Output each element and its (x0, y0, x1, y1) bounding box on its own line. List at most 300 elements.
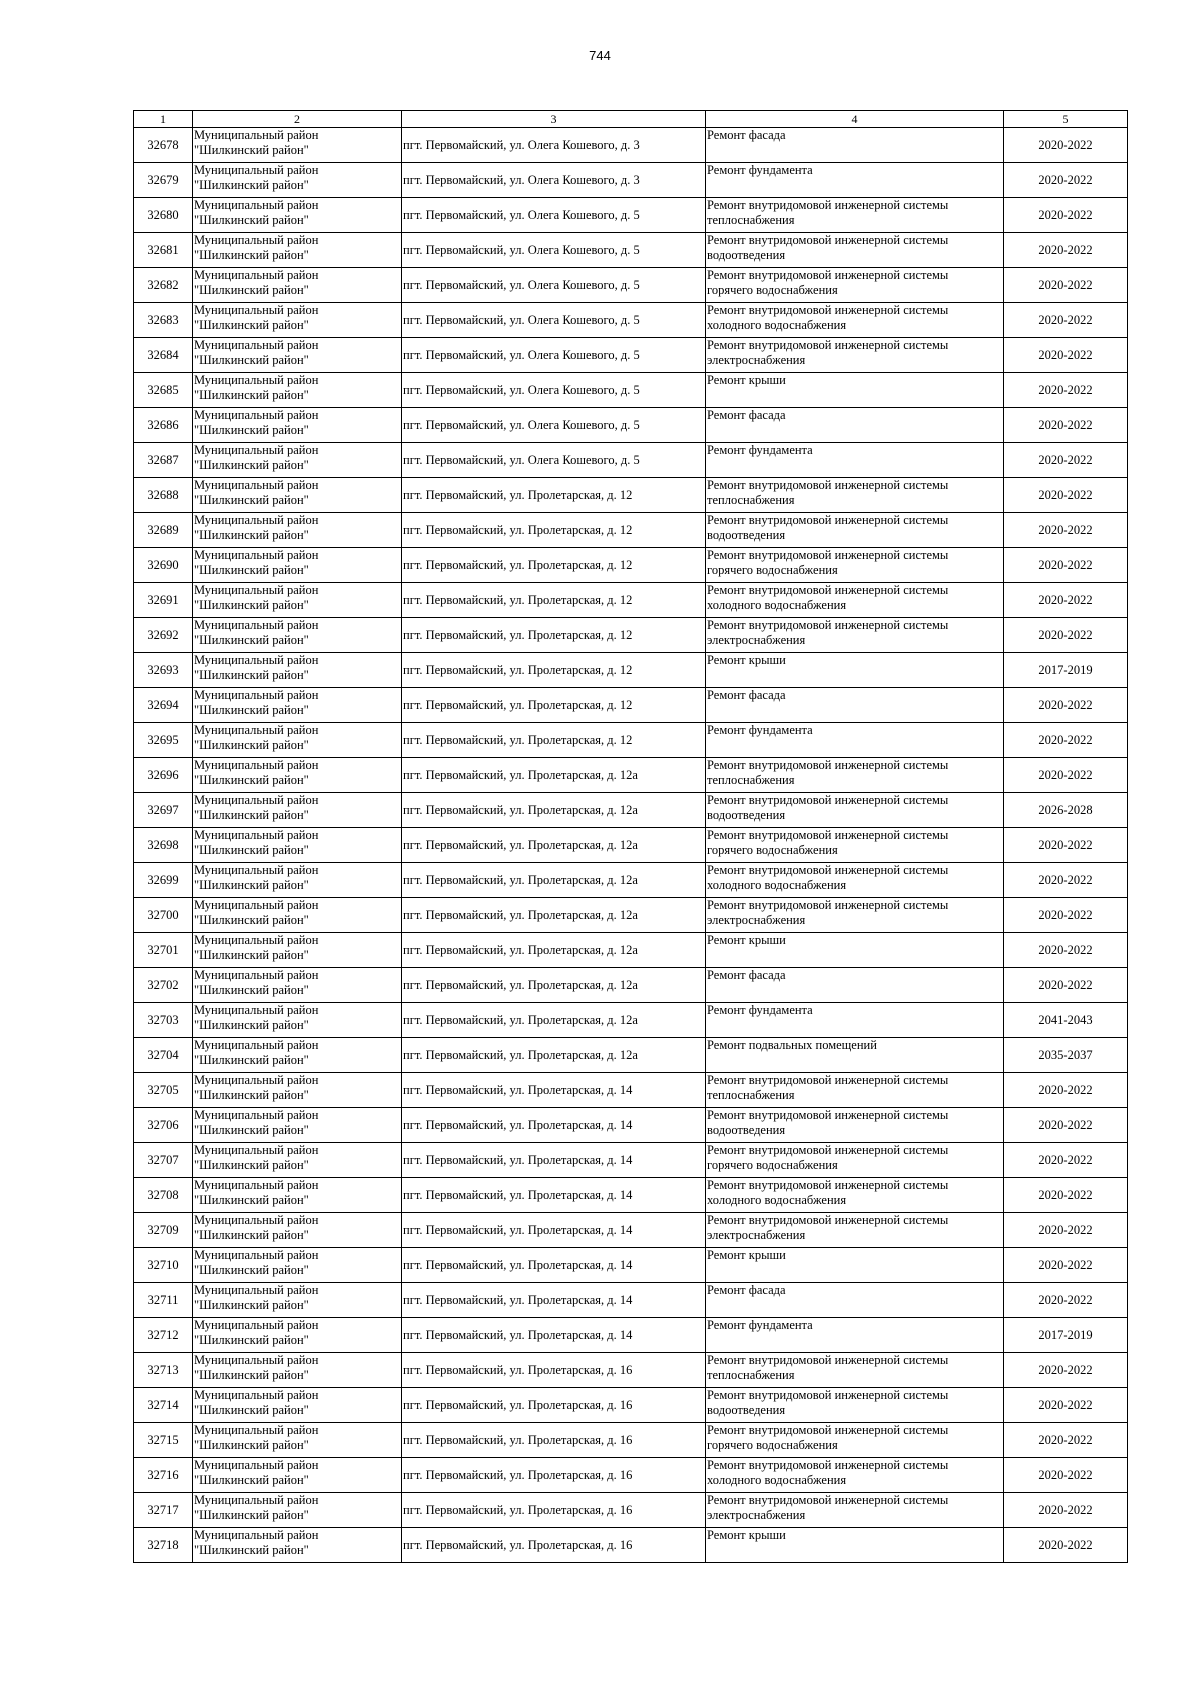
district-cell (193, 583, 402, 618)
period-text: 2020-2022 (1038, 452, 1093, 467)
row-number-text: 32679 (147, 172, 179, 187)
address-text: пгт. Первомайский, ул. Пролетарская, д. 12а (403, 767, 638, 782)
district-cell (193, 1283, 402, 1318)
work-type-text: Ремонт крыши (707, 1248, 786, 1262)
address-cell (402, 688, 706, 723)
row-number-cell (134, 1178, 193, 1213)
period-text: 2035-2037 (1038, 1047, 1093, 1062)
column-header-3: 3 (402, 111, 706, 128)
row-number-cell (134, 688, 193, 723)
row-number-text: 32708 (147, 1187, 179, 1202)
row-number-text: 32710 (147, 1257, 179, 1272)
district-cell (193, 338, 402, 373)
work-type-text: Ремонт крыши (707, 373, 786, 387)
row-number-text: 32705 (147, 1082, 179, 1097)
row-number-text: 32691 (147, 592, 179, 607)
address-text: пгт. Первомайский, ул. Пролетарская, д. 12 (403, 627, 633, 642)
district-cell (193, 1108, 402, 1143)
table-row (134, 163, 1128, 198)
period-cell (1004, 1003, 1128, 1038)
district-cell (193, 723, 402, 758)
address-text: пгт. Первомайский, ул. Пролетарская, д. 12а (403, 977, 638, 992)
row-number-cell (134, 793, 193, 828)
row-number-text: 32716 (147, 1467, 179, 1482)
row-number-cell (134, 198, 193, 233)
row-number-cell (134, 1458, 193, 1493)
district-text: Муниципальный район "Шилкинский район" (194, 933, 319, 962)
district-cell (193, 1353, 402, 1388)
period-text: 2020-2022 (1038, 1502, 1093, 1517)
work-type-text: Ремонт внутридомовой инженерной системы теплоснабжения (707, 198, 949, 227)
period-text: 2020-2022 (1038, 137, 1093, 152)
work-type-cell (706, 863, 1004, 898)
row-number-cell (134, 1108, 193, 1143)
district-text: Муниципальный район "Шилкинский район" (194, 968, 319, 997)
address-text: пгт. Первомайский, ул. Пролетарская, д. 16 (403, 1467, 633, 1482)
table-row (134, 198, 1128, 233)
district-text: Муниципальный район "Шилкинский район" (194, 338, 319, 367)
period-cell (1004, 1388, 1128, 1423)
period-text: 2020-2022 (1038, 942, 1093, 957)
period-cell (1004, 723, 1128, 758)
district-cell (193, 828, 402, 863)
table-row (134, 1458, 1128, 1493)
work-type-text: Ремонт внутридомовой инженерной системы водоотведения (707, 513, 949, 542)
district-text: Муниципальный район "Шилкинский район" (194, 1458, 319, 1487)
district-cell (193, 1248, 402, 1283)
district-text: Муниципальный район "Шилкинский район" (194, 443, 319, 472)
period-text: 2020-2022 (1038, 1292, 1093, 1307)
row-number-text: 32718 (147, 1537, 179, 1552)
district-cell (193, 1213, 402, 1248)
address-cell (402, 338, 706, 373)
row-number-text: 32701 (147, 942, 179, 957)
work-type-cell (706, 513, 1004, 548)
header-row (134, 111, 1128, 128)
district-cell (193, 513, 402, 548)
table-row (134, 933, 1128, 968)
work-type-text: Ремонт крыши (707, 933, 786, 947)
table-body (134, 128, 1128, 1563)
period-cell (1004, 1318, 1128, 1353)
address-text: пгт. Первомайский, ул. Олега Кошевого, д. 3 (403, 137, 640, 152)
district-text: Муниципальный район "Шилкинский район" (194, 408, 319, 437)
district-cell (193, 1388, 402, 1423)
period-text: 2020-2022 (1038, 1082, 1093, 1097)
row-number-text: 32703 (147, 1012, 179, 1027)
district-cell (193, 1073, 402, 1108)
work-type-text: Ремонт внутридомовой инженерной системы водоотведения (707, 233, 949, 262)
district-cell (193, 408, 402, 443)
district-text: Муниципальный район "Шилкинский район" (194, 233, 319, 262)
table-row (134, 1318, 1128, 1353)
district-text: Муниципальный район "Шилкинский район" (194, 128, 319, 157)
column-header-2: 2 (193, 111, 402, 128)
address-cell (402, 1493, 706, 1528)
row-number-text: 32706 (147, 1117, 179, 1132)
row-number-text: 32698 (147, 837, 179, 852)
district-cell (193, 688, 402, 723)
period-cell (1004, 338, 1128, 373)
district-cell (193, 163, 402, 198)
district-text: Муниципальный район "Шилкинский район" (194, 618, 319, 647)
row-number-cell (134, 1038, 193, 1073)
district-text: Муниципальный район "Шилкинский район" (194, 163, 319, 192)
district-cell (193, 1038, 402, 1073)
address-cell (402, 1318, 706, 1353)
address-text: пгт. Первомайский, ул. Пролетарская, д. 16 (403, 1362, 633, 1377)
district-cell (193, 1493, 402, 1528)
address-text: пгт. Первомайский, ул. Пролетарская, д. 14 (403, 1327, 633, 1342)
address-cell (402, 408, 706, 443)
work-type-cell (706, 1353, 1004, 1388)
work-type-text: Ремонт внутридомовой инженерной системы электроснабжения (707, 338, 949, 367)
address-cell (402, 723, 706, 758)
district-text: Муниципальный район "Шилкинский район" (194, 548, 319, 577)
work-type-cell (706, 1458, 1004, 1493)
address-cell (402, 1423, 706, 1458)
district-text: Муниципальный район "Шилкинский район" (194, 1423, 319, 1452)
row-number-text: 32678 (147, 137, 179, 152)
address-text: пгт. Первомайский, ул. Пролетарская, д. 12а (403, 907, 638, 922)
period-text: 2020-2022 (1038, 767, 1093, 782)
period-cell (1004, 408, 1128, 443)
period-cell (1004, 828, 1128, 863)
district-text: Муниципальный район "Шилкинский район" (194, 1143, 319, 1172)
work-type-cell (706, 443, 1004, 478)
work-type-text: Ремонт внутридомовой инженерной системы холодного водоснабжения (707, 583, 949, 612)
row-number-text: 32689 (147, 522, 179, 537)
row-number-text: 32713 (147, 1362, 179, 1377)
district-text: Муниципальный район "Шилкинский район" (194, 1213, 319, 1242)
work-type-text: Ремонт фасада (707, 968, 786, 982)
address-text: пгт. Первомайский, ул. Пролетарская, д. 14 (403, 1187, 633, 1202)
period-text: 2020-2022 (1038, 417, 1093, 432)
address-text: пгт. Первомайский, ул. Пролетарская, д. 12 (403, 592, 633, 607)
district-cell (193, 933, 402, 968)
period-text: 2020-2022 (1038, 627, 1093, 642)
address-cell (402, 1213, 706, 1248)
address-text: пгт. Первомайский, ул. Олега Кошевого, д. 5 (403, 207, 640, 222)
address-cell (402, 128, 706, 163)
work-type-cell (706, 1108, 1004, 1143)
row-number-cell (134, 828, 193, 863)
period-text: 2020-2022 (1038, 837, 1093, 852)
period-cell (1004, 793, 1128, 828)
district-text: Муниципальный район "Шилкинский район" (194, 583, 319, 612)
row-number-cell (134, 478, 193, 513)
table-row (134, 1528, 1128, 1563)
table-row (134, 1003, 1128, 1038)
period-cell (1004, 1493, 1128, 1528)
row-number-text: 32683 (147, 312, 179, 327)
address-text: пгт. Первомайский, ул. Пролетарская, д. 16 (403, 1432, 633, 1447)
period-cell (1004, 443, 1128, 478)
table-header (134, 111, 1128, 128)
row-number-cell (134, 933, 193, 968)
address-cell (402, 968, 706, 1003)
district-text: Муниципальный район "Шилкинский район" (194, 268, 319, 297)
period-cell (1004, 268, 1128, 303)
period-text: 2020-2022 (1038, 207, 1093, 222)
work-type-text: Ремонт фундамента (707, 443, 813, 457)
period-cell (1004, 1458, 1128, 1493)
work-type-text: Ремонт внутридомовой инженерной системы электроснабжения (707, 618, 949, 647)
row-number-cell (134, 758, 193, 793)
district-text: Муниципальный район "Шилкинский район" (194, 1003, 319, 1032)
period-text: 2020-2022 (1038, 557, 1093, 572)
table-row (134, 898, 1128, 933)
address-cell (402, 1003, 706, 1038)
address-cell (402, 1108, 706, 1143)
period-cell (1004, 1248, 1128, 1283)
address-text: пгт. Первомайский, ул. Олега Кошевого, д. 3 (403, 172, 640, 187)
work-type-text: Ремонт внутридомовой инженерной системы теплоснабжения (707, 1353, 949, 1382)
district-cell (193, 618, 402, 653)
address-cell (402, 163, 706, 198)
address-text: пгт. Первомайский, ул. Пролетарская, д. 16 (403, 1502, 633, 1517)
period-cell (1004, 688, 1128, 723)
work-type-text: Ремонт крыши (707, 653, 786, 667)
work-type-cell (706, 1003, 1004, 1038)
row-number-cell (134, 583, 193, 618)
table-row (134, 1178, 1128, 1213)
row-number-cell (134, 1283, 193, 1318)
table-row (134, 1073, 1128, 1108)
work-type-cell (706, 653, 1004, 688)
district-cell (193, 548, 402, 583)
table-row (134, 618, 1128, 653)
district-text: Муниципальный район "Шилкинский район" (194, 1108, 319, 1137)
work-type-text: Ремонт внутридомовой инженерной системы горячего водоснабжения (707, 1423, 949, 1452)
district-text: Муниципальный район "Шилкинский район" (194, 758, 319, 787)
work-type-text: Ремонт внутридомовой инженерной системы теплоснабжения (707, 1073, 949, 1102)
address-cell (402, 1283, 706, 1318)
address-cell (402, 898, 706, 933)
period-text: 2020-2022 (1038, 242, 1093, 257)
period-text: 2020-2022 (1038, 487, 1093, 502)
column-header-5: 5 (1004, 111, 1128, 128)
address-cell (402, 548, 706, 583)
row-number-cell (134, 1353, 193, 1388)
address-cell (402, 583, 706, 618)
address-cell (402, 933, 706, 968)
table-row (134, 1108, 1128, 1143)
district-cell (193, 1528, 402, 1563)
address-text: пгт. Первомайский, ул. Пролетарская, д. 14 (403, 1257, 633, 1272)
row-number-cell (134, 898, 193, 933)
district-cell (193, 303, 402, 338)
table-row (134, 828, 1128, 863)
work-type-text: Ремонт внутридомовой инженерной системы холодного водоснабжения (707, 863, 949, 892)
address-cell (402, 1528, 706, 1563)
period-cell (1004, 1213, 1128, 1248)
district-text: Муниципальный район "Шилкинский район" (194, 653, 319, 682)
district-cell (193, 898, 402, 933)
period-cell (1004, 933, 1128, 968)
row-number-cell (134, 863, 193, 898)
row-number-cell (134, 268, 193, 303)
district-cell (193, 128, 402, 163)
address-cell (402, 863, 706, 898)
row-number-cell (134, 618, 193, 653)
row-number-text: 32688 (147, 487, 179, 502)
period-cell (1004, 303, 1128, 338)
work-type-text: Ремонт внутридомовой инженерной системы холодного водоснабжения (707, 303, 949, 332)
table-row (134, 268, 1128, 303)
district-text: Муниципальный район "Шилкинский район" (194, 1178, 319, 1207)
period-text: 2026-2028 (1038, 802, 1093, 817)
address-cell (402, 198, 706, 233)
work-type-text: Ремонт крыши (707, 1528, 786, 1542)
address-text: пгт. Первомайский, ул. Пролетарская, д. 16 (403, 1537, 633, 1552)
period-cell (1004, 1038, 1128, 1073)
district-cell (193, 1143, 402, 1178)
district-text: Муниципальный район "Шилкинский район" (194, 1353, 319, 1382)
table-row (134, 338, 1128, 373)
table-row (134, 1423, 1128, 1458)
address-cell (402, 443, 706, 478)
address-text: пгт. Первомайский, ул. Олега Кошевого, д. 5 (403, 242, 640, 257)
work-type-text: Ремонт фундамента (707, 1003, 813, 1017)
period-text: 2020-2022 (1038, 172, 1093, 187)
work-type-cell (706, 478, 1004, 513)
period-cell (1004, 198, 1128, 233)
table-row (134, 1493, 1128, 1528)
period-cell (1004, 163, 1128, 198)
work-type-cell (706, 1318, 1004, 1353)
address-text: пгт. Первомайский, ул. Пролетарская, д. 12 (403, 522, 633, 537)
row-number-cell (134, 1388, 193, 1423)
district-cell (193, 478, 402, 513)
work-type-cell (706, 1178, 1004, 1213)
address-text: пгт. Первомайский, ул. Пролетарская, д. 12 (403, 487, 633, 502)
work-type-text: Ремонт внутридомовой инженерной системы холодного водоснабжения (707, 1178, 949, 1207)
row-number-cell (134, 1528, 193, 1563)
district-text: Муниципальный район "Шилкинский район" (194, 1248, 319, 1277)
address-text: пгт. Первомайский, ул. Пролетарская, д. 14 (403, 1152, 633, 1167)
table-row (134, 1213, 1128, 1248)
column-header-4: 4 (706, 111, 1004, 128)
row-number-cell (134, 1213, 193, 1248)
work-type-text: Ремонт фундамента (707, 163, 813, 177)
work-type-text: Ремонт внутридомовой инженерной системы электроснабжения (707, 1493, 949, 1522)
work-type-cell (706, 828, 1004, 863)
period-cell (1004, 1073, 1128, 1108)
work-type-text: Ремонт подвальных помещений (707, 1038, 877, 1052)
period-text: 2020-2022 (1038, 1187, 1093, 1202)
district-cell (193, 1318, 402, 1353)
district-cell (193, 1178, 402, 1213)
period-text: 2020-2022 (1038, 732, 1093, 747)
work-type-cell (706, 583, 1004, 618)
work-type-cell (706, 1528, 1004, 1563)
work-type-cell (706, 268, 1004, 303)
period-cell (1004, 373, 1128, 408)
district-cell (193, 1423, 402, 1458)
period-cell (1004, 233, 1128, 268)
work-type-cell (706, 233, 1004, 268)
district-text: Муниципальный район "Шилкинский район" (194, 1528, 319, 1557)
work-type-text: Ремонт внутридомовой инженерной системы электроснабжения (707, 898, 949, 927)
row-number-text: 32682 (147, 277, 179, 292)
row-number-text: 32694 (147, 697, 179, 712)
address-cell (402, 268, 706, 303)
district-text: Муниципальный район "Шилкинский район" (194, 1493, 319, 1522)
district-cell (193, 863, 402, 898)
address-text: пгт. Первомайский, ул. Пролетарская, д. 12а (403, 1012, 638, 1027)
work-type-cell (706, 968, 1004, 1003)
district-cell (193, 233, 402, 268)
page-number: 744 (589, 48, 611, 63)
row-number-text: 32712 (147, 1327, 179, 1342)
row-number-text: 32715 (147, 1432, 179, 1447)
district-text: Муниципальный район "Шилкинский район" (194, 373, 319, 402)
period-text: 2017-2019 (1038, 1327, 1093, 1342)
district-cell (193, 198, 402, 233)
column-header-1: 1 (134, 111, 193, 128)
table-row (134, 233, 1128, 268)
address-text: пгт. Первомайский, ул. Пролетарская, д. 12а (403, 837, 638, 852)
district-cell (193, 373, 402, 408)
district-text: Муниципальный район "Шилкинский район" (194, 898, 319, 927)
row-number-cell (134, 128, 193, 163)
district-text: Муниципальный район "Шилкинский район" (194, 1073, 319, 1102)
district-cell (193, 968, 402, 1003)
district-text: Муниципальный район "Шилкинский район" (194, 1038, 319, 1067)
registry-table (133, 110, 1128, 1563)
row-number-text: 32717 (147, 1502, 179, 1517)
address-text: пгт. Первомайский, ул. Олега Кошевого, д. 5 (403, 347, 640, 362)
work-type-cell (706, 338, 1004, 373)
row-number-cell (134, 408, 193, 443)
row-number-text: 32685 (147, 382, 179, 397)
row-number-cell (134, 443, 193, 478)
table-row (134, 863, 1128, 898)
period-cell (1004, 1283, 1128, 1318)
work-type-text: Ремонт внутридомовой инженерной системы теплоснабжения (707, 478, 949, 507)
table-row (134, 478, 1128, 513)
row-number-text: 32714 (147, 1397, 179, 1412)
work-type-text: Ремонт фасада (707, 408, 786, 422)
table-row (134, 1143, 1128, 1178)
row-number-text: 32702 (147, 977, 179, 992)
period-cell (1004, 758, 1128, 793)
address-cell (402, 1458, 706, 1493)
district-text: Муниципальный район "Шилкинский район" (194, 828, 319, 857)
work-type-text: Ремонт фундамента (707, 723, 813, 737)
period-text: 2020-2022 (1038, 697, 1093, 712)
address-cell (402, 513, 706, 548)
table-row (134, 583, 1128, 618)
address-text: пгт. Первомайский, ул. Пролетарская, д. 12а (403, 942, 638, 957)
period-cell (1004, 1353, 1128, 1388)
row-number-text: 32709 (147, 1222, 179, 1237)
period-text: 2020-2022 (1038, 1222, 1093, 1237)
district-text: Муниципальный район "Шилкинский район" (194, 863, 319, 892)
table-row (134, 373, 1128, 408)
work-type-text: Ремонт фасада (707, 128, 786, 142)
row-number-text: 32711 (147, 1292, 179, 1307)
work-type-cell (706, 618, 1004, 653)
work-type-cell (706, 1038, 1004, 1073)
table-row (134, 408, 1128, 443)
period-cell (1004, 1178, 1128, 1213)
row-number-cell (134, 303, 193, 338)
period-text: 2020-2022 (1038, 522, 1093, 537)
address-text: пгт. Первомайский, ул. Пролетарская, д. 12 (403, 697, 633, 712)
address-cell (402, 1073, 706, 1108)
